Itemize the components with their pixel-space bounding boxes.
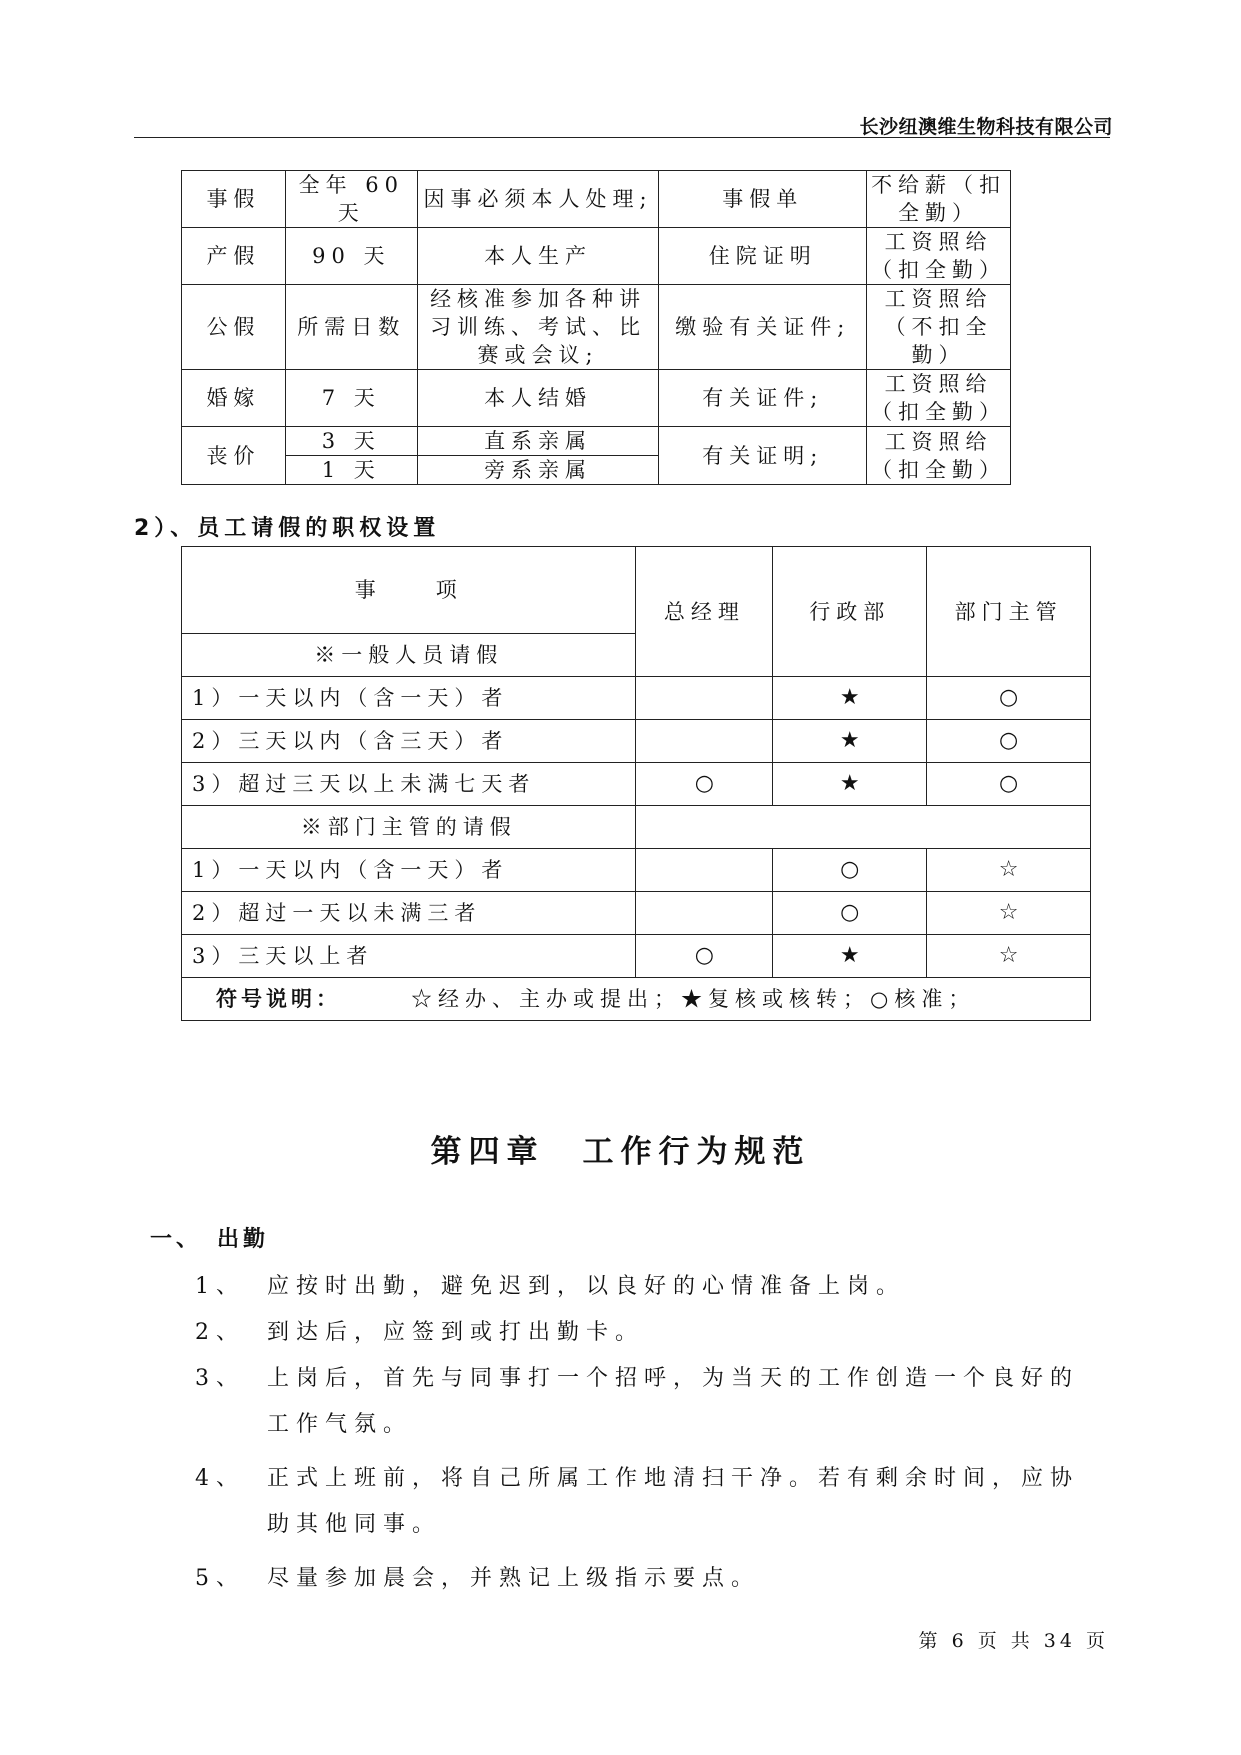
leave-type: 婚嫁 [182,370,286,427]
empty-cell [636,806,1091,849]
group-title: ※一般人员请假 [182,634,636,677]
leave-proof: 住院证明 [659,228,867,285]
leave-pay: 工资照给（扣全勤） [867,370,1011,427]
legend-text: ☆经办、主办或提出；★复核或核转；○核准； [411,987,976,1011]
page-number: 第 6 页 共 34 页 [918,1630,1109,1652]
leave-pay: 工资照给（不扣全勤） [867,285,1011,370]
cell-symbol [636,892,773,935]
table-row [182,427,1011,456]
item-number: 5、 [195,1566,245,1591]
leave-proof: 有关证件; [659,370,867,427]
row-label: 1）一天以内（含一天）者 [182,677,636,720]
item-number: 1、 [195,1274,245,1299]
leave-days: 全年 60 天 [285,171,417,228]
leave-days: 1 天 [285,456,417,485]
leave-reason: 直系亲属 [417,427,659,456]
cell-symbol: ★ [773,720,927,763]
header-admin-dept: 行政部 [773,547,927,677]
leave-reason: 旁系亲属 [417,456,659,485]
cell-symbol: ☆ [927,892,1091,935]
leave-days: 3 天 [285,427,417,456]
leave-type: 产假 [182,228,286,285]
cell-symbol: ☆ [927,849,1091,892]
cell-symbol: ○ [636,763,773,806]
cell-symbol: ○ [773,892,927,935]
item-text: 正式上班前，将自己所属工作地清扫干净。若有剩余时间，应协助其他同事。 [267,1466,1080,1537]
item-number: 3、 [195,1366,245,1391]
company-name: 长沙纽澳维生物科技有限公司 [859,116,1113,138]
cell-symbol: ★ [773,763,927,806]
cell-symbol [636,720,773,763]
table-row [182,285,1011,370]
table-row [182,806,1091,849]
table-row [182,370,1011,427]
row-label: 1）一天以内（含一天）者 [182,849,636,892]
table-row [182,763,1091,806]
header-general-manager: 总经理 [636,547,773,677]
item-text: 尽量参加晨会，并熟记上级指示要点。 [267,1566,761,1591]
cell-symbol: ★ [773,677,927,720]
row-label: 2）三天以内（含三天）者 [182,720,636,763]
leave-proof: 有关证明; [659,427,867,485]
leave-types-table [181,170,1011,485]
cell-symbol: ☆ [927,935,1091,978]
leave-type: 事假 [182,171,286,228]
item-text: 到达后，应签到或打出勤卡。 [267,1320,645,1345]
cell-symbol: ★ [773,935,927,978]
table-header-row [182,547,1091,634]
legend-label: 符号说明： [216,987,341,1011]
leave-reason: 因事必须本人处理; [417,171,659,228]
leave-proof: 缴验有关证件; [659,285,867,370]
row-label: 2）超过一天以未满三者 [182,892,636,935]
leave-reason: 本人生产 [417,228,659,285]
header-rule [134,137,1110,138]
table-row [182,849,1091,892]
leave-proof: 事假单 [659,171,867,228]
leave-authority-table [181,546,1091,1021]
leave-pay: 工资照给（扣全勤） [867,427,1011,485]
symbol-legend [182,978,1091,1021]
cell-symbol: ○ [927,677,1091,720]
leave-type: 公假 [182,285,286,370]
cell-symbol: ○ [927,763,1091,806]
legend-row [182,978,1091,1021]
header-item: 事 项 [182,547,636,634]
row-label: 3）超过三天以上未满七天者 [182,763,636,806]
table-row [182,892,1091,935]
chapter-title: 第四章 工作行为规范 [430,1134,811,1170]
cell-symbol: ○ [927,720,1091,763]
cell-symbol: ○ [773,849,927,892]
table-row [182,677,1091,720]
leave-days: 所需日数 [285,285,417,370]
table-row [182,171,1011,228]
leave-days: 7 天 [285,370,417,427]
item-text: 上岗后，首先与同事打一个招呼，为当天的工作创造一个良好的工作气氛。 [267,1366,1080,1437]
cell-symbol: ○ [636,935,773,978]
table-row [182,935,1091,978]
item-text: 应按时出勤，避免迟到，以良好的心情准备上岗。 [267,1274,906,1299]
table-row [182,228,1011,285]
leave-pay: 不给薪（扣全勤） [867,171,1011,228]
cell-symbol [636,849,773,892]
leave-reason: 经核准参加各种讲习训练、考试、比赛或会议; [417,285,659,370]
section-heading: 一、 出勤 [150,1227,270,1252]
cell-symbol [636,677,773,720]
item-number: 4、 [195,1466,245,1491]
row-label: 3）三天以上者 [182,935,636,978]
item-number: 2、 [195,1320,245,1345]
section-heading: 2）、员工请假的职权设置 [134,516,441,541]
group-title: ※部门主管的请假 [182,806,636,849]
leave-pay: 工资照给（扣全勤） [867,228,1011,285]
header-dept-supervisor: 部门主管 [927,547,1091,677]
table-row [182,720,1091,763]
leave-type: 丧价 [182,427,286,485]
leave-days: 90 天 [285,228,417,285]
leave-reason: 本人结婚 [417,370,659,427]
